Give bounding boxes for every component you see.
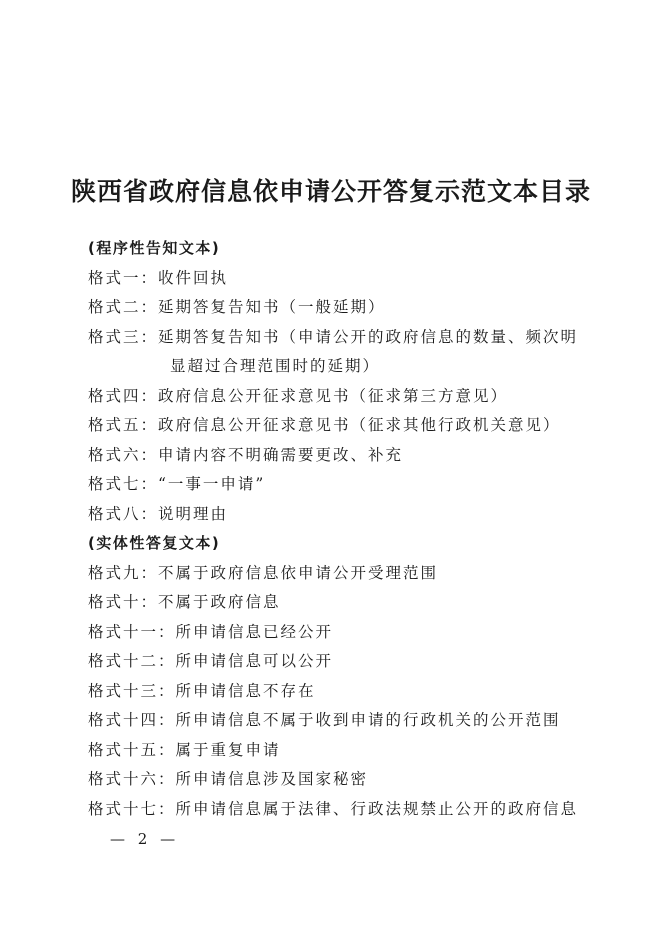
catalog-list — [88, 234, 588, 824]
list-item-format-16: 格式十六：所申请信息涉及国家秘密 — [88, 770, 369, 788]
list-item-format-3-continued: 显超过合理范围时的延期） — [170, 357, 381, 375]
list-item-format-7: 格式七：“一事一申请” — [88, 475, 266, 493]
list-item-format-14: 格式十四：所申请信息不属于收到申请的行政机关的公开范围 — [88, 711, 561, 729]
list-item-format-5: 格式五：政府信息公开征求意见书（征求其他行政机关意见） — [88, 416, 561, 434]
list-item-format-3: 格式三：延期答复告知书（申请公开的政府信息的数量、频次明 — [88, 327, 579, 346]
list-item-format-10: 格式十：不属于政府信息 — [88, 593, 281, 611]
list-item-format-11: 格式十一：所申请信息已经公开 — [88, 622, 334, 641]
list-item-format-9: 格式九：不属于政府信息依申请公开受理范围 — [88, 563, 439, 582]
list-item-format-12: 格式十二：所申请信息可以公开 — [88, 652, 334, 670]
list-item-format-13: 格式十三：所申请信息不存在 — [88, 681, 316, 700]
document-title: 陕西省政府信息依申请公开答复示范文本目录 — [70, 177, 591, 206]
list-item-format-4: 格式四：政府信息公开征求意见书（征求第三方意见） — [88, 386, 509, 405]
list-item-format-17: 格式十七：所申请信息属于法律、行政法规禁止公开的政府信息 — [88, 799, 579, 818]
list-item-format-6: 格式六：申请内容不明确需要更改、补充 — [88, 445, 404, 464]
list-item-format-15: 格式十五：属于重复申请 — [88, 740, 281, 759]
section-heading-procedural: (程序性告知文本) — [88, 239, 221, 257]
list-item-format-1: 格式一：收件回执 — [88, 268, 229, 287]
list-item-format-8: 格式八：说明理由 — [88, 504, 229, 523]
page-number: — 2 — — [110, 830, 180, 848]
section-heading-substantive: (实体性答复文本) — [88, 534, 221, 552]
list-item-format-2: 格式二：延期答复告知书（一般延期） — [88, 298, 386, 316]
